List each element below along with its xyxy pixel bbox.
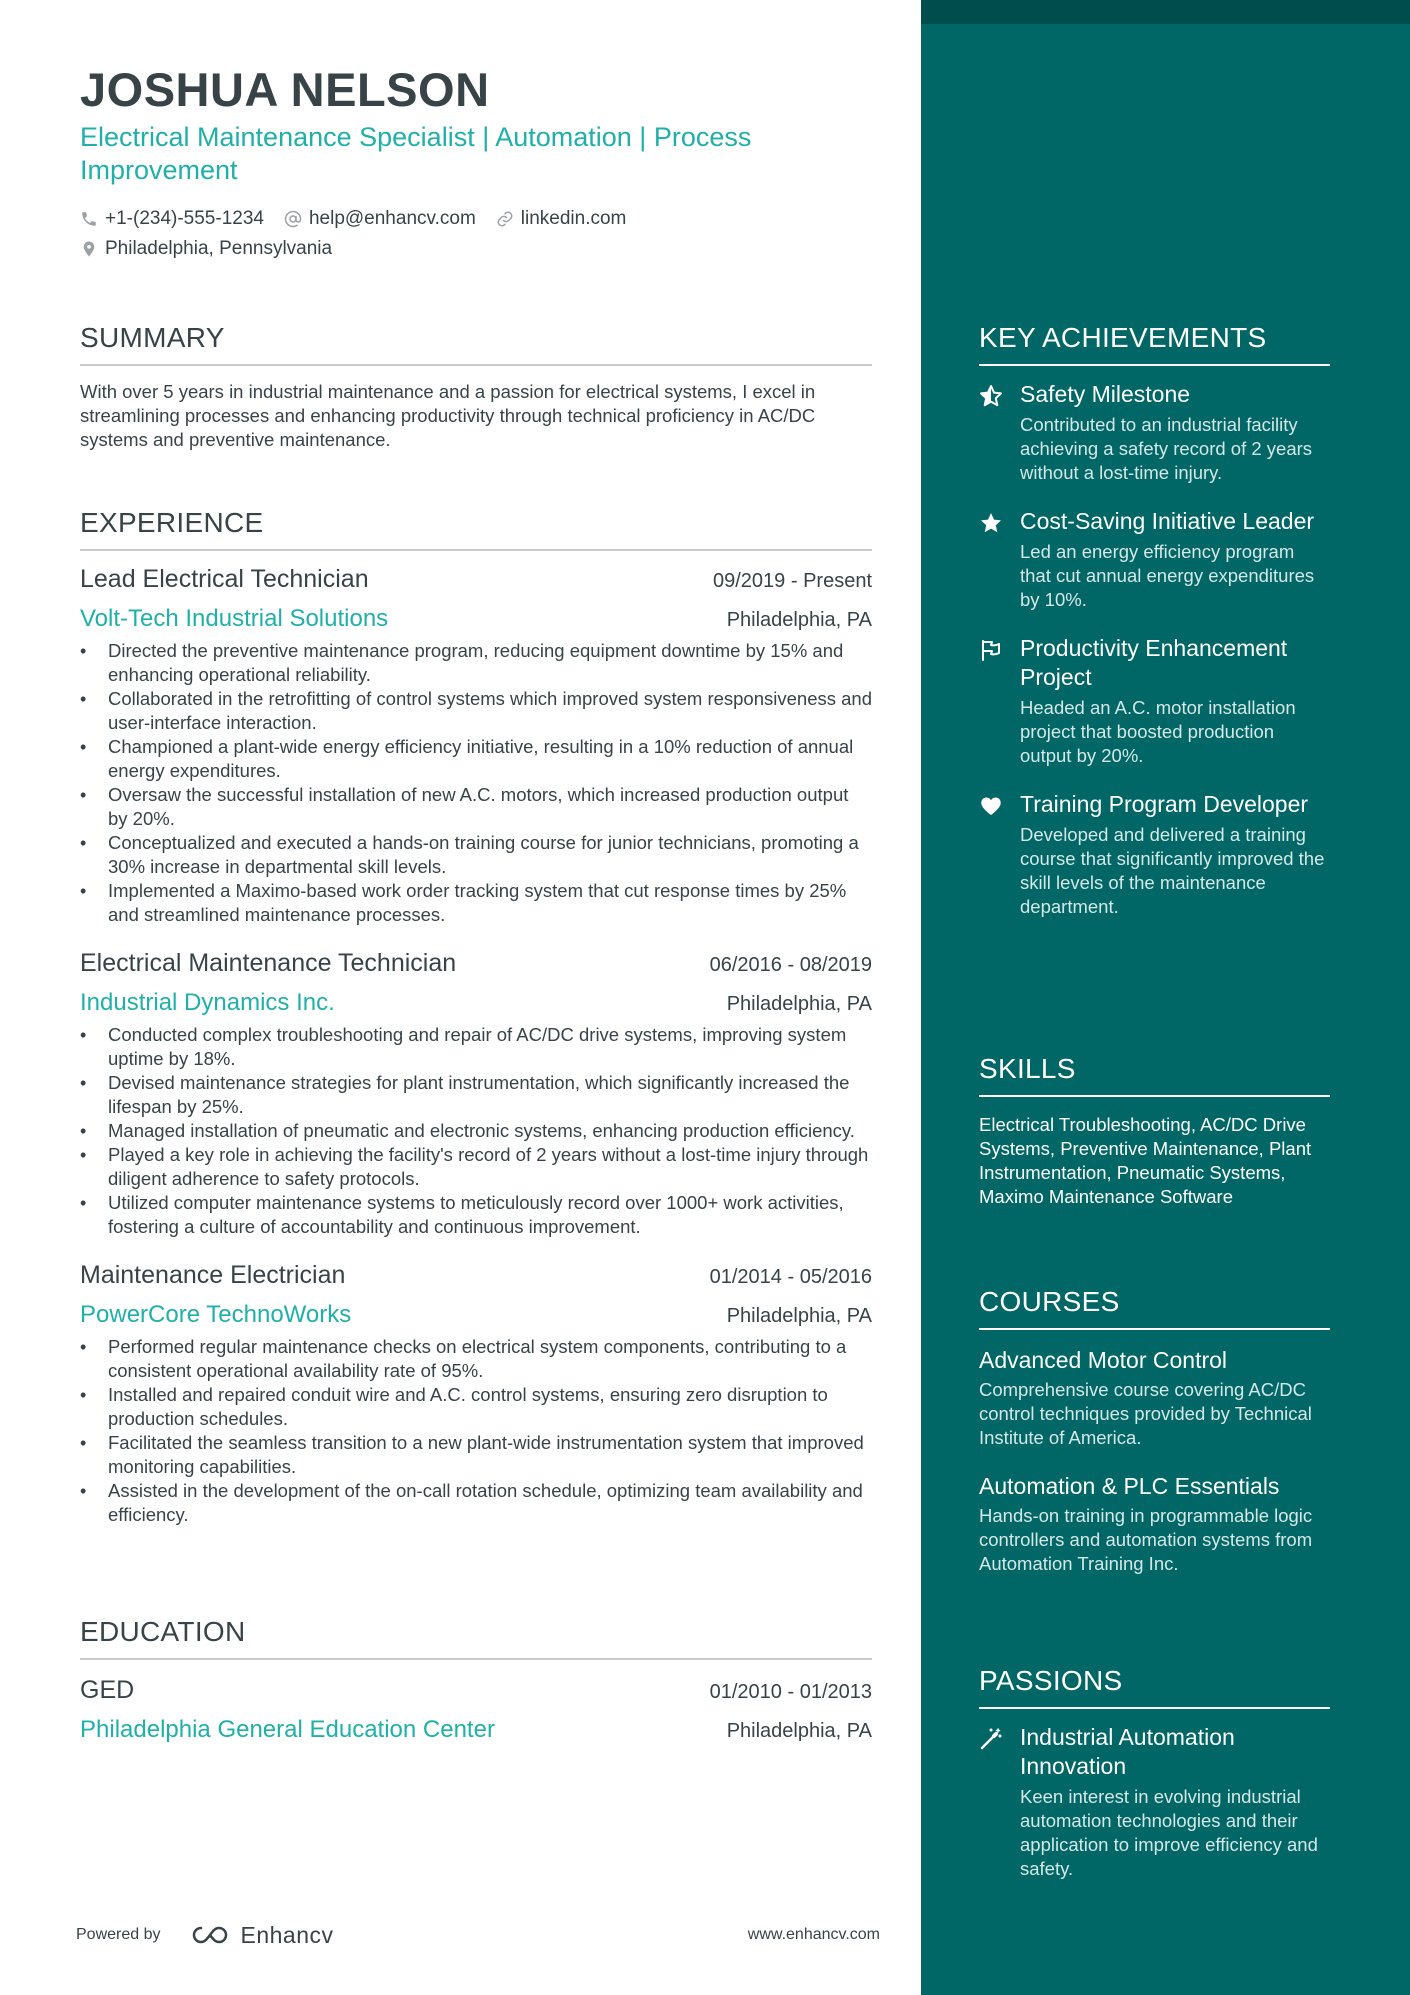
achievement-desc: Contributed to an industrial facility achieving a safety record of 2 years without a lost-time injury. bbox=[1020, 414, 1313, 483]
candidate-name: JOSHUA NELSON bbox=[80, 63, 490, 116]
section-title: SKILLS bbox=[979, 1053, 1330, 1097]
company-name[interactable]: Industrial Dynamics Inc. bbox=[80, 989, 335, 1016]
skills-section bbox=[979, 1053, 1330, 1209]
bullet-item: • Collaborated in the retrofitting of control systems which improved system responsiveness and user-interface interaction. bbox=[80, 687, 872, 735]
job-location: Philadelphia, PA bbox=[726, 609, 872, 631]
heart-icon bbox=[979, 794, 1003, 818]
bullet-item: • Directed the preventive maintenance program, reducing equipment downtime by 15% and enhancing operational reliability. bbox=[80, 639, 872, 687]
achievement-item bbox=[979, 380, 1330, 485]
job-dates: 06/2016 - 08/2019 bbox=[709, 954, 872, 976]
passion-desc: Keen interest in evolving industrial automation technologies and their application to improve efficiency and safety. bbox=[1020, 1786, 1318, 1879]
bullet-item: • Oversaw the successful installation of new A.C. motors, which increased production output by 20%. bbox=[80, 783, 872, 831]
company-name[interactable]: Volt-Tech Industrial Solutions bbox=[80, 605, 389, 632]
bullet-item: • Managed installation of pneumatic and electronic systems, enhancing production efficiency. bbox=[80, 1119, 872, 1143]
star-half-icon bbox=[979, 384, 1003, 408]
summary-section bbox=[80, 322, 872, 452]
bullet-item: • Assisted in the development of the on-call rotation schedule, optimizing team availability and efficiency. bbox=[80, 1479, 872, 1527]
bullet-item: • Installed and repaired conduit wire and A.C. control systems, ensuring zero disruption to production schedules. bbox=[80, 1383, 872, 1431]
achievement-title: Training Program Developer bbox=[1020, 791, 1309, 817]
job-dates: 01/2014 - 05/2016 bbox=[709, 1266, 872, 1288]
bullet-item: • Championed a plant-wide energy efficiency initiative, resulting in a 10% reduction of annual energy expenditures. bbox=[80, 735, 872, 783]
course-title: Advanced Motor Control bbox=[979, 1347, 1228, 1373]
job-location: Philadelphia, PA bbox=[726, 993, 872, 1015]
bullet-item: • Conceptualized and executed a hands-on training course for junior technicians, promoting a 30% increase in departmental skill levels. bbox=[80, 831, 872, 879]
email-text: help@enhancv.com bbox=[308, 208, 476, 229]
flag-icon bbox=[979, 638, 1003, 662]
education-entry bbox=[80, 1676, 872, 1746]
job-bullets bbox=[80, 639, 872, 927]
email-contact[interactable] bbox=[284, 208, 476, 230]
achievements-section bbox=[979, 322, 1330, 919]
link-icon bbox=[496, 210, 514, 228]
powered-by-label: Powered by bbox=[76, 1926, 161, 1943]
location-text: Philadelphia, Pennsylvania bbox=[105, 238, 333, 259]
achievement-title: Safety Milestone bbox=[1020, 381, 1191, 407]
job-title: Electrical Maintenance Technician bbox=[80, 949, 457, 977]
passions-section bbox=[979, 1665, 1330, 1881]
footer bbox=[76, 1920, 880, 1950]
job-entry bbox=[80, 565, 872, 927]
skills-text: Electrical Troubleshooting, AC/DC Drive Systems, Preventive Maintenance, Plant Instrumentation, Pneumatic Systems, Maximo Maintenance Software bbox=[979, 1114, 1312, 1207]
bullet-item: • Facilitated the seamless transition to a new plant-wide instrumentation system that improved monitoring capabilities. bbox=[80, 1431, 872, 1479]
job-entry bbox=[80, 1261, 872, 1527]
achievement-desc: Led an energy efficiency program that cut annual energy expenditures by 10%. bbox=[1020, 541, 1315, 610]
achievement-title: Cost-Saving Initiative Leader bbox=[1020, 508, 1315, 534]
star-icon bbox=[979, 511, 1003, 535]
bullet-item: • Utilized computer maintenance systems to meticulously record over 1000+ work activities, fostering a culture of accountability and continuous improvement. bbox=[80, 1191, 872, 1239]
achievement-item bbox=[979, 507, 1330, 612]
bullet-item: • Played a key role in achieving the facility's record of 2 years without a lost-time injury through diligent adherence to safety protocols. bbox=[80, 1143, 872, 1191]
courses-section bbox=[979, 1286, 1330, 1576]
section-title: KEY ACHIEVEMENTS bbox=[979, 322, 1330, 366]
location-pin-icon bbox=[80, 240, 98, 258]
achievement-item bbox=[979, 634, 1330, 768]
achievement-item bbox=[979, 790, 1330, 919]
section-title: SUMMARY bbox=[80, 322, 872, 366]
passion-title: Industrial Automation Innovation bbox=[1020, 1724, 1235, 1779]
powered-by bbox=[76, 1922, 334, 1949]
magic-wand-icon bbox=[979, 1727, 1003, 1751]
education-location: Philadelphia, PA bbox=[726, 1720, 872, 1742]
school-name[interactable]: Philadelphia General Education Center bbox=[80, 1716, 495, 1743]
achievement-title: Productivity Enhancement Project bbox=[1020, 635, 1288, 690]
company-name[interactable]: PowerCore TechnoWorks bbox=[80, 1301, 352, 1328]
summary-text: With over 5 years in industrial maintenance and a passion for electrical systems, I excel in streamlining processes and enhancing productivity through technical proficiency in AC/DC systems and preventive maintenance. bbox=[80, 381, 816, 450]
education-section bbox=[80, 1616, 872, 1746]
course-item bbox=[979, 1346, 1330, 1450]
achievement-desc: Developed and delivered a training course that significantly improved the skill levels of the maintenance department. bbox=[1020, 824, 1325, 917]
job-title: Lead Electrical Technician bbox=[80, 565, 369, 593]
enhancv-brand: Enhancv bbox=[240, 1921, 334, 1948]
education-dates: 01/2010 - 01/2013 bbox=[709, 1681, 872, 1703]
section-title: COURSES bbox=[979, 1286, 1330, 1330]
job-bullets bbox=[80, 1023, 872, 1239]
contact-info bbox=[80, 204, 860, 264]
bullet-item: • Performed regular maintenance checks on electrical system components, contributing to a consistent operational availability rate of 95%. bbox=[80, 1335, 872, 1383]
bullet-item: • Implemented a Maximo-based work order tracking system that cut response times by 25% and streamlined maintenance processes. bbox=[80, 879, 872, 927]
phone-text: +1-(234)-555-1234 bbox=[105, 208, 264, 229]
phone-contact[interactable] bbox=[80, 208, 264, 230]
section-title: EDUCATION bbox=[80, 1616, 872, 1660]
degree: GED bbox=[80, 1676, 135, 1704]
experience-section bbox=[80, 507, 872, 1527]
passion-item bbox=[979, 1723, 1330, 1881]
job-bullets bbox=[80, 1335, 872, 1527]
job-dates: 09/2019 - Present bbox=[713, 570, 872, 592]
job-location: Philadelphia, PA bbox=[726, 1305, 872, 1327]
bullet-item: • Conducted complex troubleshooting and repair of AC/DC drive systems, improving system uptime by 18%. bbox=[80, 1023, 872, 1071]
candidate-headline: Electrical Maintenance Specialist | Automation | Process Improvement bbox=[80, 122, 752, 185]
achievement-desc: Headed an A.C. motor installation project that boosted production output by 20%. bbox=[1020, 697, 1296, 766]
location-contact bbox=[80, 238, 332, 260]
enhancv-logo-icon bbox=[187, 1923, 233, 1947]
sidebar-top-band bbox=[921, 0, 1410, 24]
section-title: EXPERIENCE bbox=[80, 507, 872, 551]
course-desc: Hands-on training in programmable logic controllers and automation systems from Automation Training Inc. bbox=[979, 1505, 1313, 1574]
section-title: PASSIONS bbox=[979, 1665, 1330, 1709]
course-item bbox=[979, 1472, 1330, 1576]
job-entry bbox=[80, 949, 872, 1239]
linkedin-text: linkedin.com bbox=[520, 208, 627, 229]
at-icon bbox=[284, 210, 302, 228]
bullet-item: • Devised maintenance strategies for plant instrumentation, which significantly increased the lifespan by 25%. bbox=[80, 1071, 872, 1119]
linkedin-contact[interactable] bbox=[496, 208, 627, 230]
course-title: Automation & PLC Essentials bbox=[979, 1473, 1280, 1499]
course-desc: Comprehensive course covering AC/DC control techniques provided by Technical Institute of America. bbox=[979, 1379, 1312, 1448]
job-title: Maintenance Electrician bbox=[80, 1261, 346, 1289]
enhancv-logo[interactable] bbox=[187, 1922, 334, 1949]
enhancv-site-link[interactable]: www.enhancv.com bbox=[747, 1926, 880, 1943]
phone-icon bbox=[80, 210, 98, 228]
